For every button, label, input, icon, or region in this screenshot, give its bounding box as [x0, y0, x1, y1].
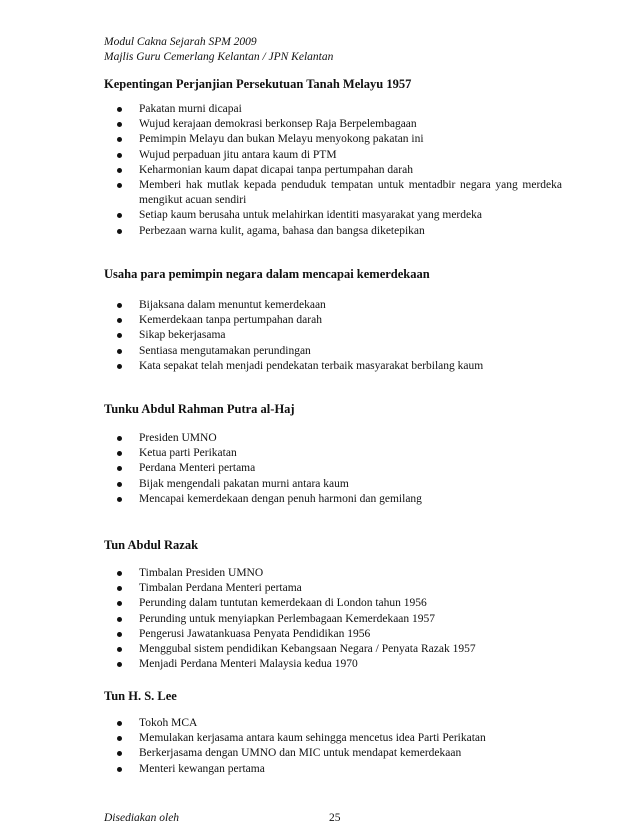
- bullet-icon: [117, 647, 122, 652]
- bullet-icon: [117, 153, 122, 158]
- bullet-icon: [117, 333, 122, 338]
- bullet-list-kepentingan-perjanjian: [104, 102, 562, 239]
- list-item: Perunding dalam tuntutan kemerdekaan di London tahun 1956: [104, 596, 562, 611]
- bullet-icon: [117, 168, 122, 173]
- list-item: Ketua parti Perikatan: [104, 446, 562, 461]
- section-title-kepentingan-perjanjian: Kepentingan Perjanjian Persekutuan Tanah Melayu 1957: [104, 77, 412, 91]
- list-item: Sentiasa mengutamakan perundingan: [104, 344, 562, 359]
- list-item: Mencapai kemerdekaan dengan penuh harmoni dan gemilang: [104, 492, 562, 507]
- bullet-icon: [117, 767, 122, 772]
- bullet-icon: [117, 229, 122, 234]
- section-title-tun-hs-lee: Tun H. S. Lee: [104, 689, 177, 703]
- bullet-icon: [117, 721, 122, 726]
- section-title-tun-abdul-razak: Tun Abdul Razak: [104, 538, 199, 552]
- bullet-icon: [117, 586, 122, 591]
- section-title-tunku-abdul-rahman: Tunku Abdul Rahman Putra al-Haj: [104, 402, 295, 416]
- list-item: Setiap kaum berusaha untuk melahirkan identiti masyarakat yang merdeka: [104, 208, 562, 223]
- bullet-icon: [117, 436, 122, 441]
- section-title-usaha-pemimpin: Usaha para pemimpin negara dalam mencapai kemerdekaan: [104, 267, 430, 281]
- list-item: Menteri kewangan pertama: [104, 762, 562, 777]
- list-item: Kata sepakat telah menjadi pendekatan terbaik masyarakat berbilang kaum: [104, 359, 562, 374]
- bullet-icon: [117, 632, 122, 637]
- bullet-icon: [117, 318, 122, 323]
- bullet-icon: [117, 662, 122, 667]
- list-item: Kemerdekaan tanpa pertumpahan darah: [104, 313, 562, 328]
- bullet-icon: [117, 482, 122, 487]
- bullet-list-usaha-pemimpin: [104, 298, 562, 374]
- header-module-title: Modul Cakna Sejarah SPM 2009: [104, 36, 257, 48]
- list-item: Memberi hak mutlak kepada penduduk tempatan untuk mentadbir negara yang merdeka mengikut acuan sendiri: [104, 178, 562, 208]
- list-item: Timbalan Perdana Menteri pertama: [104, 581, 562, 596]
- bullet-icon: [117, 122, 122, 127]
- list-item: Timbalan Presiden UMNO: [104, 566, 562, 581]
- list-item: Perdana Menteri pertama: [104, 461, 562, 476]
- bullet-icon: [117, 466, 122, 471]
- list-item: Pemimpin Melayu dan bukan Melayu menyokong pakatan ini: [104, 132, 562, 147]
- bullet-icon: [117, 213, 122, 218]
- list-item: Keharmonian kaum dapat dicapai tanpa pertumpahan darah: [104, 163, 562, 178]
- bullet-icon: [117, 183, 122, 188]
- bullet-icon: [117, 451, 122, 456]
- list-item: Wujud perpaduan jitu antara kaum di PTM: [104, 148, 562, 163]
- list-item: Perunding untuk menyiapkan Perlembagaan Kemerdekaan 1957: [104, 612, 562, 627]
- list-item: Pakatan murni dicapai: [104, 102, 562, 117]
- bullet-icon: [117, 617, 122, 622]
- list-item: Presiden UMNO: [104, 431, 562, 446]
- list-item: Perbezaan warna kulit, agama, bahasa dan bangsa diketepikan: [104, 224, 562, 239]
- bullet-icon: [117, 601, 122, 606]
- list-item: Pengerusi Jawatankuasa Penyata Pendidikan 1956: [104, 627, 562, 642]
- list-item: Memulakan kerjasama antara kaum sehingga mencetus idea Parti Perikatan: [104, 731, 562, 746]
- page-header: [104, 35, 333, 65]
- bullet-icon: [117, 107, 122, 112]
- bullet-list-tun-abdul-razak: [104, 566, 562, 672]
- bullet-icon: [117, 349, 122, 354]
- bullet-icon: [117, 137, 122, 142]
- bullet-list-tunku-abdul-rahman: [104, 431, 562, 507]
- bullet-icon: [117, 303, 122, 308]
- list-item: Tokoh MCA: [104, 716, 562, 731]
- bullet-icon: [117, 497, 122, 502]
- list-item: Bijak mengendali pakatan murni antara kaum: [104, 477, 562, 492]
- bullet-icon: [117, 571, 122, 576]
- bullet-list-tun-hs-lee: [104, 716, 562, 777]
- list-item: Menggubal sistem pendidikan Kebangsaan Negara / Penyata Razak 1957: [104, 642, 562, 657]
- list-item: Bijaksana dalam menuntut kemerdekaan: [104, 298, 562, 313]
- bullet-icon: [117, 751, 122, 756]
- list-item: Wujud kerajaan demokrasi berkonsep Raja Berpelembagaan: [104, 117, 562, 132]
- list-item: Menjadi Perdana Menteri Malaysia kedua 1970: [104, 657, 562, 672]
- footer-prepared-by: Disediakan oleh: [104, 812, 180, 824]
- bullet-icon: [117, 364, 122, 369]
- header-organization: Majlis Guru Cemerlang Kelantan / JPN Kelantan: [104, 51, 334, 63]
- bullet-icon: [117, 736, 122, 741]
- list-item: Sikap bekerjasama: [104, 328, 562, 343]
- list-item: Berkerjasama dengan UMNO dan MIC untuk mendapat kemerdekaan: [104, 746, 562, 761]
- page-number: 25: [329, 812, 341, 824]
